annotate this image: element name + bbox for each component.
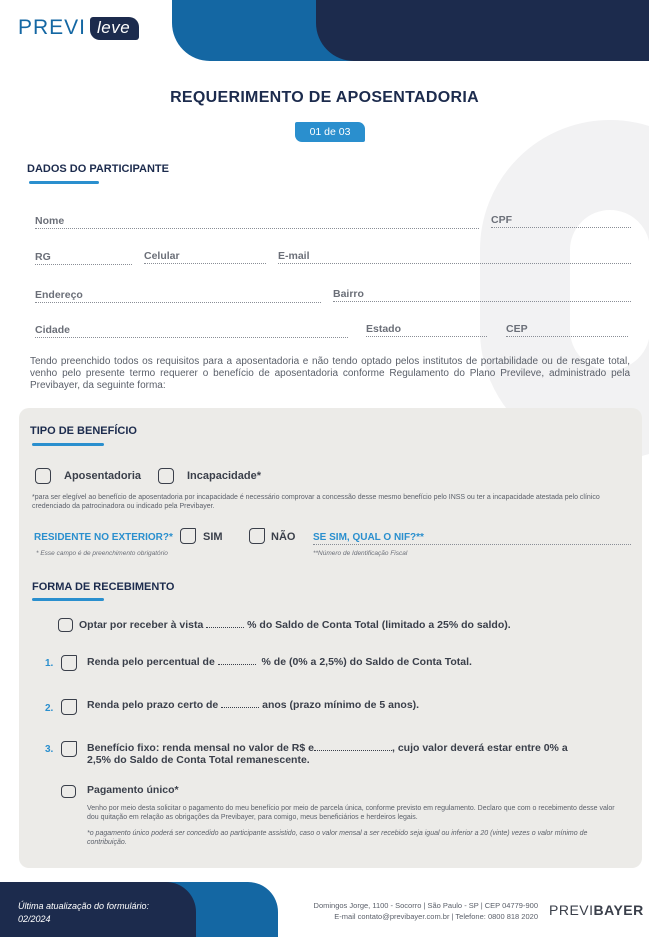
nao-label: NÃO [271,531,296,543]
percentual-blank[interactable] [218,655,256,665]
prazo-option: Renda pelo prazo certo de anos (prazo mínimo de 5 anos). [87,699,420,711]
pagamento-unico-text: Venho por meio desta solicitar o pagamento do meu benefício por meio de parcela única, conforme previsto em regulamento. Declaro que com o recebimento desse valor dou quitação em relação as obrigações da Previbayer, para comigo, meus beneficiários e herdeiros legais. [87,805,615,821]
section-underline [32,598,104,601]
aposentadoria-checkbox[interactable] [35,468,51,484]
option-number: 1. [45,658,54,669]
cep-field[interactable]: CEP [506,323,628,337]
incapacidade-note: *para ser elegível ao benefício de aposentadoria por incapacidade é necessário comprovar a concessão desse mesmo benefício pelo INSS ou ter a incapacidade atestada pelo clínico credenciado da patrocinadora ou indicado pela Previbayer. [32,494,600,510]
celular-field[interactable]: Celular [144,250,266,264]
cidade-field[interactable]: Cidade [35,324,348,338]
rg-field[interactable]: RG [35,251,132,265]
option-number: 2. [45,703,54,714]
incapacidade-checkbox[interactable] [158,468,174,484]
vista-percent-blank[interactable] [206,618,244,628]
prazo-blank[interactable] [221,698,259,708]
estado-field[interactable]: Estado [366,323,487,337]
nif-field[interactable]: SE SIM, QUAL O NIF?** [313,532,631,545]
section-underline [32,443,104,446]
aposentadoria-label: Aposentadoria [64,470,142,482]
prazo-checkbox[interactable] [61,699,77,715]
endereco-field[interactable]: Endereço [35,289,321,303]
pagamento-unico-label: Pagamento único* [87,784,179,796]
nao-checkbox[interactable] [249,528,265,544]
percentual-checkbox[interactable] [61,655,77,671]
nome-field[interactable]: Nome [35,215,479,229]
section-title-participant: DADOS DO PARTICIPANTE [27,163,169,175]
beneficio-fixo-blank[interactable] [314,741,392,751]
sim-label: SIM [203,531,223,543]
page-indicator: 01 de 03 [295,122,365,142]
previbayer-logo: PREVIBAYER [549,902,644,918]
beneficio-fixo-option: Benefício fixo: renda mensal no valor de R$ e , cujo valor deverá estar entre 0% a [87,742,568,754]
section-title-benefit: TIPO DE BENEFÍCIO [30,425,137,437]
email-field[interactable]: E-mail [278,250,631,264]
pagamento-unico-note: *o pagamento único poderá ser concedido ao participante assistido, caso o valor mensal a ser recebido seja igual ou inferior a 20 (vinte) vezes o valor mínimo de contribuição. [87,830,588,846]
footer-contact: Domingos Jorge, 1100 - Socorro | São Paulo - SP | CEP 04779-900 E-mail contato@previbayer.com.br | Telefone: 0800 818 2020 [313,901,538,921]
beneficio-fixo-checkbox[interactable] [61,741,77,757]
previleve-logo: PREVI leve [18,16,139,40]
vista-option: Optar por receber à vista % do Saldo de Conta Total (limitado a 25% do saldo). [79,619,511,631]
sim-checkbox[interactable] [180,528,196,544]
incapacidade-label: Incapacidade* [187,470,261,482]
bairro-field[interactable]: Bairro [333,288,631,302]
section-title-payment: FORMA DE RECEBIMENTO [32,581,175,593]
intro-paragraph: Tendo preenchido todos os requisitos para a aposentadoria e não tendo optado pelos institutos de portabilidade ou de resgate total, venho pelo presente termo requerer o benefício de aposentadoria conforme Regulamento do Plano Previleve, administrado pela Previbayer, da seguinte forma: [30,356,630,391]
pagamento-unico-checkbox[interactable] [61,785,76,798]
cpf-field[interactable]: CPF [491,214,631,228]
section-underline [29,181,99,184]
last-update: Última atualização do formulário: 02/2024 [18,901,150,924]
required-note: * Esse campo é de preenchimento obrigatório [36,550,168,557]
beneficio-fixo-option-cont: 2,5% do Saldo de Conta Total remanescente. [87,754,310,766]
header-band-navy [316,0,649,61]
resident-label: RESIDENTE NO EXTERIOR?* [34,532,173,543]
option-number: 3. [45,744,54,755]
vista-checkbox[interactable] [58,618,73,632]
percentual-option: Renda pelo percentual de % de (0% a 2,5%) do Saldo de Conta Total. [87,656,472,668]
nif-note: **Número de Identificação Fiscal [313,550,408,557]
page-title: REQUERIMENTO DE APOSENTADORIA [170,89,479,106]
